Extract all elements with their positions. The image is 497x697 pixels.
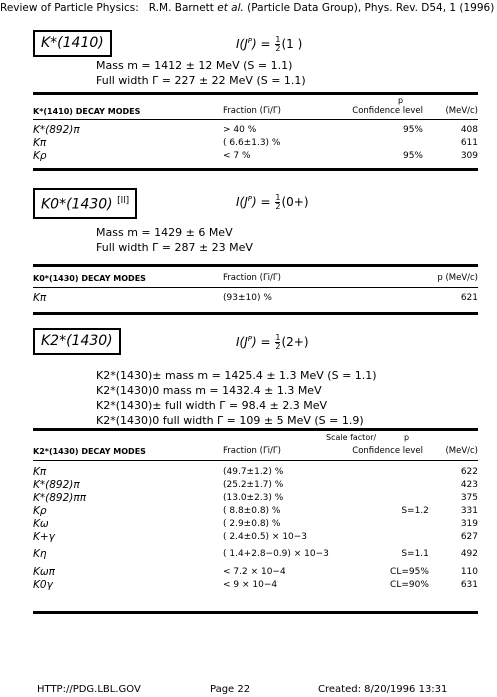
decay-table-k1410 bbox=[33, 104, 478, 117]
cell-mode: Kη bbox=[33, 548, 47, 560]
cell-fraction: ( 2.9±0.8) % bbox=[223, 518, 281, 529]
table-row bbox=[33, 136, 478, 149]
cell-fraction: < 7 % bbox=[223, 150, 251, 161]
decay-table-k2-1430 bbox=[33, 444, 478, 457]
cell-fraction: ( 1.4+2.8−0.9) × 10−3 bbox=[223, 549, 329, 559]
cell-mode: Kωπ bbox=[33, 565, 55, 578]
footer-created: Created: 8/20/1996 13:31 bbox=[318, 684, 448, 695]
col-decay-modes: K0*(1430) DECAY MODES bbox=[33, 273, 146, 283]
rule bbox=[33, 312, 478, 315]
cell-fraction: > 40 % bbox=[223, 124, 257, 135]
quantum-numbers: $I(J^P)$ = $\frac{1}{2}$ (1 ) bbox=[236, 35, 303, 53]
cell-fraction: (25.2±1.7) % bbox=[223, 479, 284, 490]
header-authors: R.M. Barnett bbox=[148, 2, 218, 14]
ijp-sup: P bbox=[247, 195, 252, 203]
cell-fraction: (13.0±2.3) % bbox=[223, 492, 284, 503]
cell-conf bbox=[329, 517, 439, 530]
rule bbox=[33, 264, 478, 267]
col-p: p (MeV/c) bbox=[437, 272, 478, 283]
frac-num: 1 bbox=[275, 333, 281, 342]
ijp-rest: (0+) bbox=[281, 195, 309, 209]
table-row bbox=[33, 491, 478, 504]
cell-p: 611 bbox=[460, 137, 478, 148]
rule bbox=[33, 428, 478, 431]
ijp-label: I(J bbox=[236, 37, 248, 51]
col-fraction: Fraction (Γi/Γ) bbox=[223, 272, 281, 283]
cell-fraction: ( 6.6±1.3) % bbox=[223, 137, 281, 148]
cell-conf bbox=[329, 465, 439, 478]
cell-fraction: < 7.2 × 10−4 bbox=[223, 566, 286, 577]
rule bbox=[33, 92, 478, 95]
rule bbox=[33, 119, 478, 120]
ijp-label: I(J bbox=[236, 195, 248, 209]
table-row bbox=[33, 504, 478, 517]
col-confidence bbox=[323, 271, 433, 284]
cell-p: 631 bbox=[460, 579, 478, 590]
cell-conf: 95% bbox=[402, 124, 423, 135]
cell-mode: Kπ bbox=[33, 465, 47, 478]
ijp-rest: (1 ) bbox=[281, 37, 303, 51]
cell-mode: K*(892)π bbox=[33, 123, 80, 136]
section-title-text: K*(1410) bbox=[41, 35, 104, 51]
p-label: p bbox=[404, 433, 410, 442]
cell-p: 621 bbox=[460, 292, 478, 303]
cell-p: 331 bbox=[460, 505, 478, 516]
cell-fraction: ( 2.4±0.5) × 10−3 bbox=[223, 531, 308, 542]
header-etal: et al. bbox=[217, 2, 244, 14]
table-row bbox=[33, 478, 478, 491]
property-line: K2*(1430)0 mass m = 1432.4 ± 1.3 MeV bbox=[96, 384, 322, 397]
page-header bbox=[0, 2, 494, 14]
cell-conf bbox=[323, 291, 433, 304]
cell-conf: CL=90% bbox=[390, 579, 429, 590]
table-row bbox=[33, 291, 478, 304]
footer-page: Page 22 bbox=[210, 684, 251, 695]
col-fraction: Fraction (Γi/Γ) bbox=[223, 445, 281, 456]
frac-den: 2 bbox=[275, 44, 281, 53]
col-p: (MeV/c) bbox=[445, 105, 478, 116]
frac-den: 2 bbox=[275, 342, 281, 351]
col-p: (MeV/c) bbox=[445, 445, 478, 456]
section-title-k1410 bbox=[33, 30, 112, 57]
cell-mode: K*(892)π bbox=[33, 478, 80, 491]
quantum-numbers: $I(J^P)$ = $\frac{1}{2}$ (2+) bbox=[236, 333, 309, 351]
quantum-numbers: $I(J^P)$ = $\frac{1}{2}$ (0+) bbox=[236, 193, 309, 211]
cell-mode: K*(892)ππ bbox=[33, 491, 87, 504]
col-fraction: Fraction (Γi/Γ) bbox=[223, 105, 281, 116]
cell-conf: S=1.1 bbox=[401, 549, 429, 559]
cell-mode: Kπ bbox=[33, 291, 47, 304]
col-decay-modes: K2*(1430) DECAY MODES bbox=[33, 446, 146, 456]
cell-conf: 95% bbox=[402, 150, 423, 161]
property-line: K2*(1430)± mass m = 1425.4 ± 1.3 MeV (S = 1.1) bbox=[96, 369, 377, 382]
frac-num: 1 bbox=[275, 193, 281, 202]
cell-conf bbox=[323, 136, 433, 149]
section-note: [ll] bbox=[117, 196, 130, 206]
cell-p: 492 bbox=[460, 549, 478, 559]
cell-mode: Kρ bbox=[33, 149, 47, 162]
section-title-k0-1430 bbox=[33, 188, 137, 219]
footer-url[interactable]: HTTP://PDG.LBL.GOV bbox=[37, 684, 141, 695]
property-line: Mass m = 1429 ± 6 MeV bbox=[96, 226, 233, 239]
table-row bbox=[33, 578, 478, 591]
scale-factor-label: Scale factor/ bbox=[326, 433, 377, 442]
property-line: Full width Γ = 227 ± 22 MeV (S = 1.1) bbox=[96, 74, 306, 87]
cell-p: 622 bbox=[460, 466, 478, 477]
table-row bbox=[33, 517, 478, 530]
header-prefix: Review of Particle Physics: bbox=[0, 2, 139, 14]
properties-k0-1430 bbox=[96, 225, 253, 255]
ijp-fraction bbox=[275, 334, 280, 351]
decay-table-k0-1430 bbox=[33, 271, 478, 284]
rule bbox=[33, 287, 478, 288]
col-confidence: Confidence level bbox=[352, 105, 423, 116]
rule bbox=[33, 611, 478, 614]
rule bbox=[33, 168, 478, 171]
decay-rows-k1410 bbox=[33, 123, 478, 162]
cell-mode: K+γ bbox=[33, 530, 55, 543]
ijp-fraction bbox=[275, 36, 280, 53]
cell-conf: CL=95% bbox=[390, 566, 429, 577]
decay-rows-k2-1430 bbox=[33, 465, 478, 591]
frac-num: 1 bbox=[275, 35, 281, 44]
property-line: K2*(1430)0 full width Γ = 109 ± 5 MeV (S = 1.9) bbox=[96, 414, 364, 427]
cell-mode: Kπ bbox=[33, 136, 47, 149]
cell-p: 309 bbox=[460, 150, 478, 161]
p-col-header-top: p bbox=[398, 96, 404, 105]
ijp-rest: (2+) bbox=[281, 335, 309, 349]
cell-p: 423 bbox=[460, 479, 478, 490]
section-title-k2-1430 bbox=[33, 328, 121, 355]
table-row bbox=[33, 530, 478, 543]
table-row bbox=[33, 565, 478, 578]
table-header-row bbox=[33, 271, 478, 284]
cell-conf bbox=[329, 478, 439, 491]
cell-mode: Kρ bbox=[33, 504, 47, 517]
table-row bbox=[33, 149, 478, 162]
table-header-row bbox=[33, 444, 478, 457]
ijp-sup: P bbox=[247, 335, 252, 343]
property-line: Mass m = 1412 ± 12 MeV (S = 1.1) bbox=[96, 59, 293, 72]
cell-mode: K0γ bbox=[33, 578, 53, 591]
table-row bbox=[33, 123, 478, 136]
table-row bbox=[33, 465, 478, 478]
cell-fraction: (49.7±1.2) % bbox=[223, 466, 284, 477]
p-header-top bbox=[404, 433, 409, 442]
cell-p: 627 bbox=[460, 531, 478, 542]
header-rest: (Particle Data Group), Phys. Rev. D54, 1 (1996) bbox=[243, 2, 495, 14]
table-header-row bbox=[33, 104, 478, 117]
ijp-label: I(J bbox=[236, 335, 248, 349]
cell-p: 375 bbox=[460, 492, 478, 503]
col-decay-modes: K*(1410) DECAY MODES bbox=[33, 106, 141, 116]
cell-conf bbox=[329, 530, 439, 543]
cell-fraction: ( 8.8±0.8) % bbox=[223, 505, 281, 516]
ijp-fraction bbox=[275, 194, 280, 211]
cell-conf: S=1.2 bbox=[401, 505, 429, 516]
rule bbox=[33, 460, 478, 461]
cell-conf bbox=[329, 491, 439, 504]
properties-k2-1430 bbox=[96, 368, 377, 428]
frac-den: 2 bbox=[275, 202, 281, 211]
cell-p: 408 bbox=[460, 124, 478, 135]
col-confidence: Confidence level bbox=[352, 445, 423, 456]
property-line: K2*(1430)± full width Γ = 98.4 ± 2.3 MeV bbox=[96, 399, 328, 412]
section-title-text: K2*(1430) bbox=[41, 333, 113, 349]
ijp-sup: P bbox=[247, 37, 252, 45]
cell-fraction: (93±10) % bbox=[223, 292, 272, 303]
scale-header-top bbox=[326, 433, 376, 442]
cell-p: 110 bbox=[460, 566, 478, 577]
cell-p: 319 bbox=[460, 518, 478, 529]
section-title-text: K0*(1430) bbox=[41, 196, 113, 213]
cell-mode: Kω bbox=[33, 517, 49, 530]
properties-k1410 bbox=[96, 58, 306, 88]
property-line: Full width Γ = 287 ± 23 MeV bbox=[96, 241, 253, 254]
decay-rows-k0-1430 bbox=[33, 291, 478, 304]
table-row bbox=[33, 543, 478, 565]
cell-fraction: < 9 × 10−4 bbox=[223, 579, 278, 590]
